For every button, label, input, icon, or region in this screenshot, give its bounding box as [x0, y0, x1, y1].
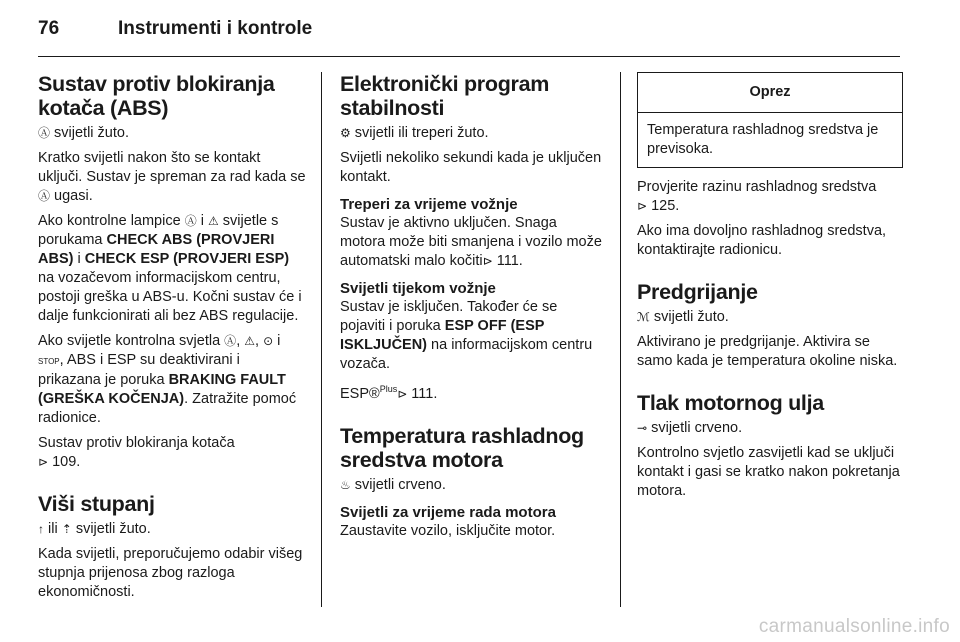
- esp-p1: ⚙ svijetli ili treperi žuto.: [340, 125, 489, 141]
- traction-icon: ⚙: [340, 126, 351, 140]
- abs-icon: Ⓐ: [38, 189, 51, 203]
- column-1: [38, 72, 306, 608]
- preheat-section: [637, 280, 903, 371]
- chapter-title: Instrumenti i kontrole: [118, 18, 313, 39]
- coolant-cont-p1: Provjerite razinu rashladnog sredstva ⊳ 125.: [637, 179, 877, 214]
- xref-link[interactable]: 109.: [48, 454, 81, 470]
- page-number: 76: [38, 18, 60, 39]
- esp-warning-icon: ⚠: [207, 214, 219, 228]
- preheat-heading: Predgrijanje: [637, 280, 758, 304]
- upshift-p2: Kada svijetli, preporučujemo odabir višeg stupnja prijenosa zbog razloga ekonomičnosti.: [38, 546, 303, 600]
- stop-icon: STOP: [38, 357, 60, 366]
- coolant-running-heading: Svijetli za vrijeme rada motora: [340, 503, 556, 521]
- abs-p1: Ⓐ svijetli žuto.: [38, 125, 129, 141]
- abs-p3: Ako kontrolne lampice Ⓐ i ⚠ svijetle s porukama CHECK ABS (PROVJERI ABS) i CHECK ESP (PROVJERI ESP) na vozačevom informacijskom centru, postoji greška u ABS-u. Kočni sustav će i dalje funkcionirati ali bez ABS regulacije.: [38, 213, 302, 324]
- esp-section: [340, 72, 602, 404]
- upshift-icon: ↑: [38, 522, 44, 536]
- esp-p2: Svijetli nekoliko sekundi kada je uključen kontakt.: [340, 150, 602, 185]
- esp-warning-icon: ⚠: [244, 334, 256, 348]
- abs-icon: Ⓐ: [224, 334, 237, 348]
- upshift-section: [38, 492, 306, 602]
- watermark: carmanualsonline.info: [758, 616, 950, 637]
- xref-link[interactable]: 111.: [492, 253, 523, 269]
- oil-p2: Kontrolno svjetlo zasvijetli kad se uključi kontakt i gasi se kratko nakon pokretanja motora.: [637, 445, 900, 499]
- abs-icon: Ⓐ: [184, 214, 197, 228]
- esp-p3: Sustav je aktivno uključen. Snaga motora može biti smanjena i vozilo može automatski malo kočiti⊳ 111.: [340, 215, 602, 269]
- xref-arrow-icon: ⊳: [637, 199, 648, 213]
- abs-heading: Sustav protiv blokiranja kotača (ABS): [38, 72, 275, 120]
- upshift-heading: Viši stupanj: [38, 492, 155, 516]
- esp-p5: ESP®$^{Plus}$⊳ 111.: [340, 384, 438, 402]
- column-3: [637, 72, 903, 507]
- header-divider: [38, 56, 900, 57]
- column-2: [340, 72, 602, 547]
- column-divider-1: [321, 72, 322, 607]
- abs-p5: Sustav protiv blokiranja kotača ⊳ 109.: [38, 435, 235, 470]
- coolant-section: [340, 424, 602, 541]
- upshift-p1: ↑ ili ⇡ svijetli žuto.: [38, 521, 151, 537]
- abs-p2: Kratko svijetli nakon što se kontakt uključi. Sustav je spreman za rad kada se Ⓐ ugasi.: [38, 150, 306, 204]
- caution-title: Oprez: [638, 73, 902, 113]
- brake-icon: ⊙: [263, 334, 274, 348]
- coolant-icon: ♨: [340, 477, 351, 492]
- xref-arrow-icon: ⊳: [38, 455, 49, 469]
- oil-p1: ⊸ svijetli crveno.: [637, 420, 743, 436]
- oil-section: [637, 391, 903, 501]
- xref-link[interactable]: 111.: [407, 385, 438, 402]
- oil-heading: Tlak motornog ulja: [637, 391, 824, 415]
- esp-flash-heading: Treperi za vrijeme vožnje: [340, 196, 518, 213]
- esp-heading: Elektronički program stabilnosti: [340, 72, 550, 120]
- xref-link[interactable]: 125.: [647, 198, 680, 214]
- oil-icon: ⊸: [637, 421, 648, 435]
- esp-p4: Sustav je isključen. Također će se pojaviti i poruka ESP OFF (ESP ISKLJUČEN) na informacijskom centru vozača.: [340, 299, 593, 372]
- abs-p4: Ako svijetle kontrolna svjetla Ⓐ, ⚠, ⊙ i STOP, ABS i ESP su deaktivirani i prikazana je poruka BRAKING FAULT (GREŠKA KOČENJA). Zatražite pomoć radionice.: [38, 333, 297, 426]
- coolant-p2: Zaustavite vozilo, isključite motor.: [340, 522, 556, 539]
- abs-section: [38, 72, 306, 472]
- xref-arrow-icon: ⊳: [397, 386, 408, 401]
- coolant-p1: ♨ svijetli crveno.: [340, 476, 446, 493]
- preheat-icon: ℳ: [637, 310, 650, 324]
- caution-box: [637, 72, 903, 168]
- coolant-heading: Temperatura rashladnog sredstva motora: [340, 423, 584, 472]
- coolant-cont-p2: Ako ima dovoljno rashladnog sredstva, kontaktirajte radionicu.: [637, 223, 887, 258]
- preheat-p1: ℳ svijetli žuto.: [637, 309, 729, 325]
- xref-arrow-icon: ⊳: [482, 254, 493, 268]
- column-divider-2: [620, 72, 621, 607]
- upshift-alt-icon: ⇡: [61, 522, 72, 536]
- preheat-p2: Aktivirano je predgrijanje. Aktivira se samo kada je temperatura okoline niska.: [637, 334, 898, 369]
- page-header: [38, 14, 900, 54]
- abs-icon: Ⓐ: [38, 126, 51, 140]
- caution-text: Temperatura rashladnog sredstva je previsoka.: [647, 122, 879, 157]
- esp-lit-heading: Svijetli tijekom vožnje: [340, 280, 496, 297]
